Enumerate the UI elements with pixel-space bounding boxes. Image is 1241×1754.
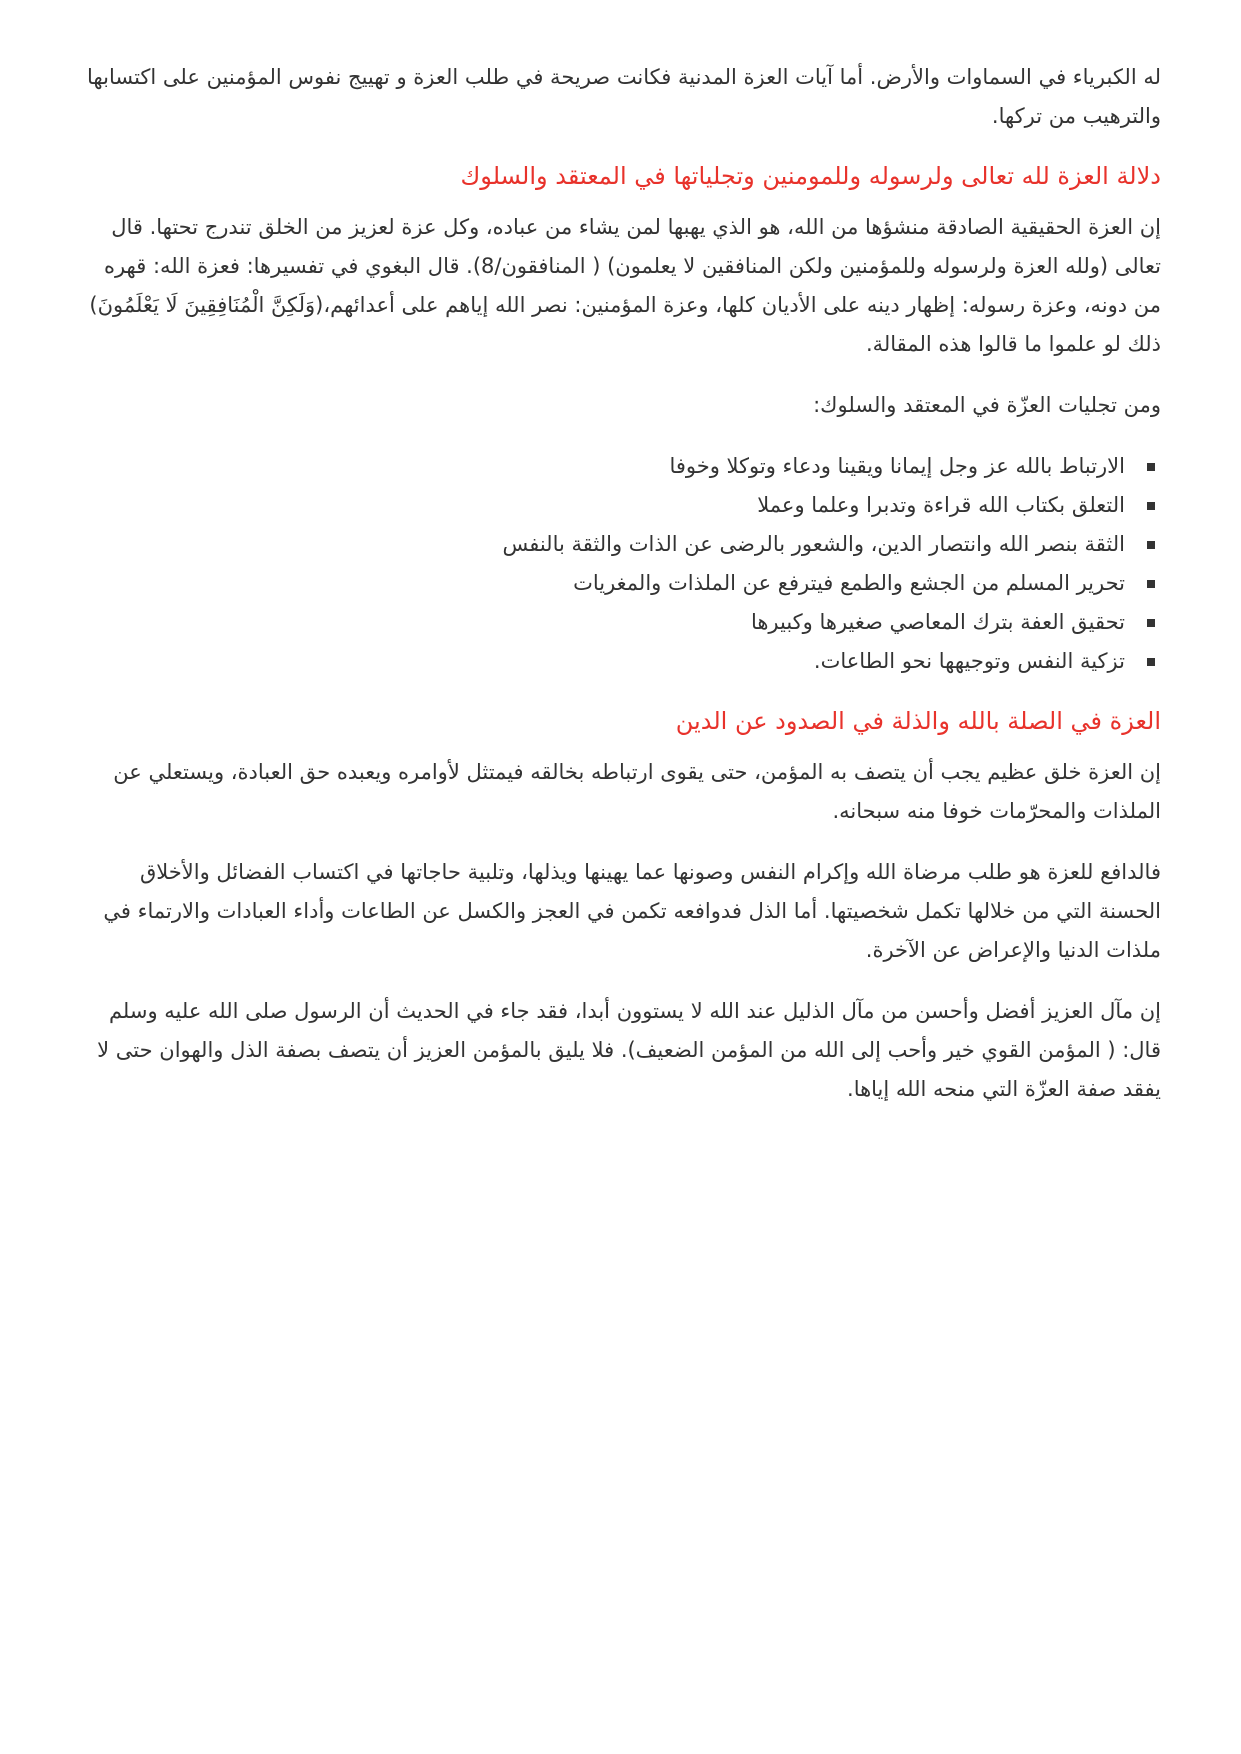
manifestations-list-intro: ومن تجليات العزّة في المعتقد والسلوك:	[813, 393, 1161, 417]
list-item	[80, 564, 1161, 603]
section-heading-glory-in-connection: العزة في الصلة بالله والذلة في الصدود عن الدين	[675, 707, 1161, 735]
list-item-text: تحرير المسلم من الجشع والطمع فيترفع عن الملذات والمغريات	[573, 571, 1125, 595]
square-bullet-icon	[1147, 463, 1155, 471]
list-item-text: تحقيق العفة بترك المعاصي صغيرها وكبيرها	[750, 610, 1125, 634]
list-item-text: تزكية النفس وتوجيهها نحو الطاعات.	[813, 649, 1125, 673]
intro-paragraph: له الكبرياء في السماوات والأرض. أما آيات العزة المدنية فكانت صريحة في طلب العزة و تهييج نفوس المؤمنين على اكتسابها والترهيب من تركها.	[87, 65, 1161, 128]
square-bullet-icon	[1147, 658, 1155, 666]
list-item-text: الارتباط بالله عز وجل إيمانا ويقينا ودعاء وتوكلا وخوفا	[669, 454, 1125, 478]
square-bullet-icon	[1147, 580, 1155, 588]
section2-paragraph-3: إن مآل العزيز أفضل وأحسن من مآل الذليل عند الله لا يستوون أبدا، فقد جاء في الحديث أن الرسول صلى الله عليه وسلم قال: ( المؤمن القوي خير وأحب إلى الله من المؤمن الضعيف). فلا يليق بالمؤمن العزيز أن يتصف بصفة الذل والهوان حتى لا يفقد صفة العزّة التي منحه الله إياها.	[97, 999, 1161, 1101]
section-heading-glory-meaning: دلالة العزة لله تعالى ولرسوله وللمومنين وتجلياتها في المعتقد والسلوك	[460, 162, 1161, 190]
list-item	[80, 525, 1161, 564]
list-item	[80, 642, 1161, 681]
list-item	[80, 486, 1161, 525]
square-bullet-icon	[1147, 502, 1155, 510]
section2-paragraph-1: إن العزة خلق عظيم يجب أن يتصف به المؤمن، حتى يقوى ارتباطه بخالقه فيمتثل لأوامره ويعبده حق العبادة، ويستعلي عن الملذات والمحرّمات خوفا منه سبحانه.	[113, 760, 1161, 823]
square-bullet-icon	[1147, 541, 1155, 549]
list-item-text: الثقة بنصر الله وانتصار الدين، والشعور بالرضى عن الذات والثقة بالنفس	[502, 532, 1125, 556]
section2-paragraph-2: فالدافع للعزة هو طلب مرضاة الله وإكرام النفس وصونها عما يهينها ويذلها، وتلبية حاجاتها في اكتساب الفضائل والأخلاق الحسنة التي من خلالها تكمل شخصيتها. أما الذل فدوافعه تكمن في العجز والكسل عن الطاعات وأداء العبادات والارتماء في ملذات الدنيا والإعراض عن الآخرة.	[103, 860, 1161, 962]
list-item	[80, 603, 1161, 642]
square-bullet-icon	[1147, 619, 1155, 627]
list-item	[80, 447, 1161, 486]
manifestations-list	[80, 447, 1161, 681]
list-item-text: التعلق بكتاب الله قراءة وتدبرا وعلما وعملا	[757, 493, 1125, 517]
section1-paragraph: إن العزة الحقيقية الصادقة منشؤها من الله، هو الذي يهبها لمن يشاء من عباده، وكل عزة لعزيز من الخلق تندرج تحتها. قال تعالى (ولله العزة ولرسوله وللمؤمنين ولكن المنافقين لا يعلمون) ( المنافقون/8). قال البغوي في تفسيرها: فعزة الله: قهره من دونه، وعزة رسوله: إظهار دينه على الأديان كلها، وعزة المؤمنين: نصر الله إياهم على أعدائهم،(وَلَكِنَّ الْمُنَافِقِينَ لَا يَعْلَمُونَ) ذلك لو علموا ما قالوا هذه المقالة.	[89, 215, 1161, 356]
document-page	[80, 58, 1161, 1131]
